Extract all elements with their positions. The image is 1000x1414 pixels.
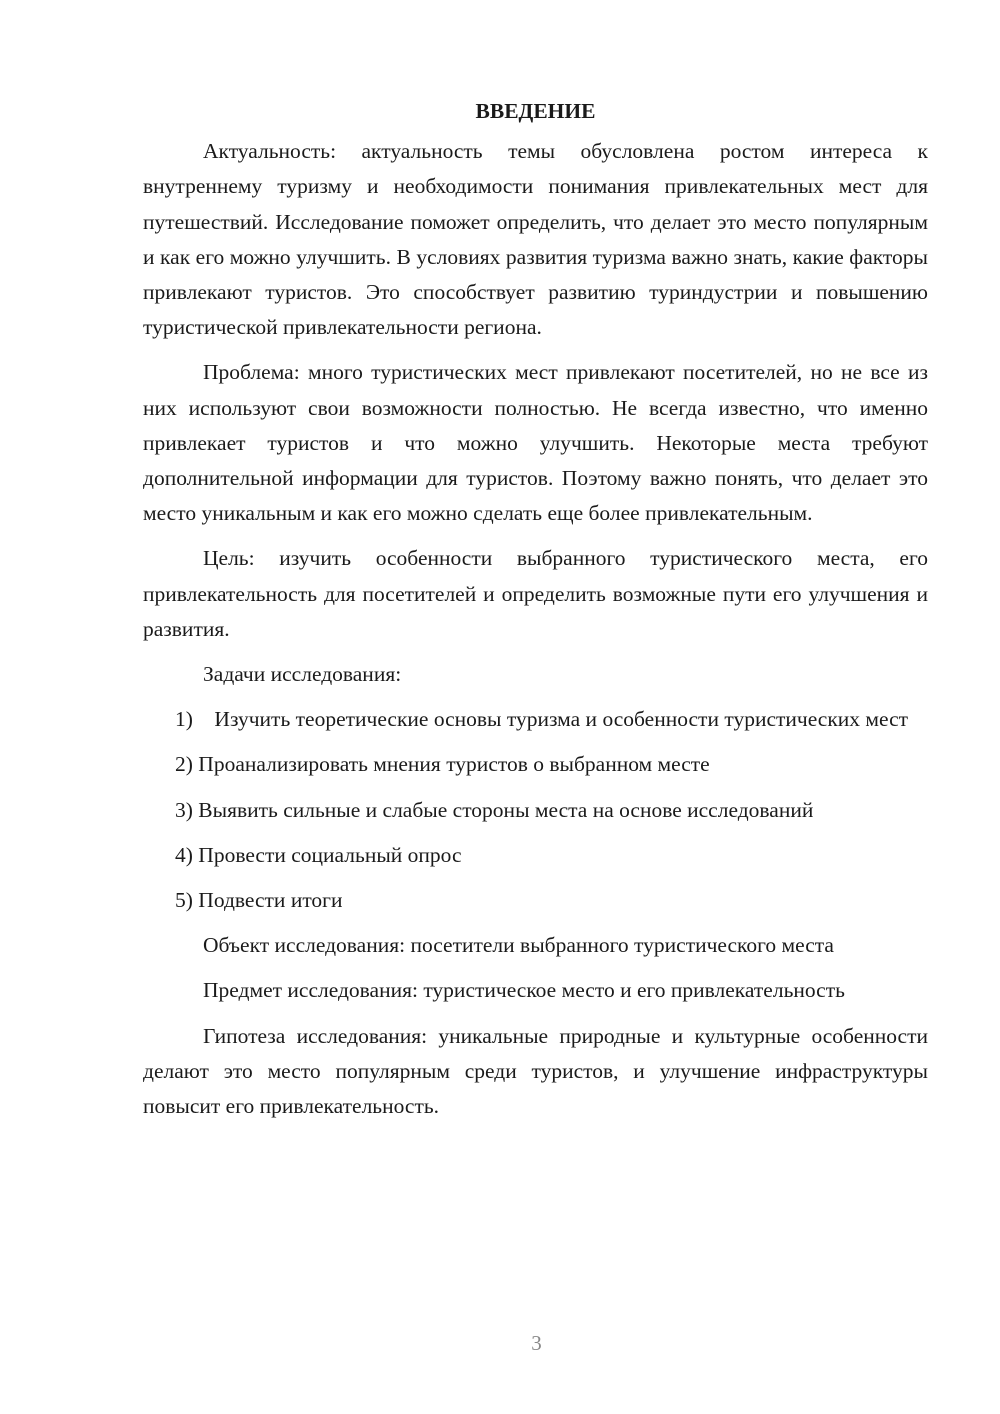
object-paragraph: Объект исследования: посетители выбранного туристического места [203,933,834,958]
task-text: Выявить сильные и слабые стороны места на основе исследований [198,797,814,822]
task-item-4 [143,838,928,873]
tasks-heading: Задачи исследования: [203,662,402,687]
task-text: Провести социальный опрос [198,842,462,867]
goal-paragraph: Цель: изучить особенности выбранного туристического места, его привлекательность для посетителей и определить возможные пути его улучшения и развития. [143,546,928,641]
task-item-3 [143,793,928,828]
task-number: 3) [175,797,193,822]
task-text: Подвести итоги [198,888,343,913]
relevance-paragraph: Актуальность: актуальность темы обусловлена ростом интереса к внутреннему туризму и необходимости понимания привлекательных мест для путешествий. Исследование поможет определить, что делает это место популярным и как его можно улучшить. В условиях развития туризма важно знать, какие факторы привлекают туристов. Это способствует развитию туриндустрии и повышению туристической привлекательности региона. [143,139,928,340]
document-body [143,94,928,1134]
section-title: ВВЕДЕНИЕ [475,99,596,123]
task-number: 1) [175,707,193,732]
problem-paragraph: Проблема: много туристических мест привлекают посетителей, но не все из них используют свои возможности полностью. Не всегда известно, что именно привлекает туристов и что можно улучшить. Некоторые места требуют дополнительной информации для туристов. Поэтому важно понять, что делает это место уникальным и как его можно сделать еще более привлекательным. [143,360,928,526]
task-text: Проанализировать мнения туристов о выбранном месте [198,752,710,777]
task-item-1 [143,702,928,737]
task-item-5 [143,883,928,918]
hypothesis-paragraph: Гипотеза исследования: уникальные природные и культурные особенности делают это место популярным среди туристов, и улучшение инфраструктуры повысит его привлекательность. [143,1023,928,1119]
task-number: 4) [175,842,193,867]
task-text: Изучить теоретические основы туризма и особенности туристических мест [214,707,909,732]
subject-paragraph: Предмет исследования: туристическое место и его привлекательность [203,978,845,1003]
task-number: 2) [175,752,193,777]
task-number: 5) [175,888,193,913]
task-item-2 [143,747,928,782]
page-number: 3 [531,1331,542,1355]
